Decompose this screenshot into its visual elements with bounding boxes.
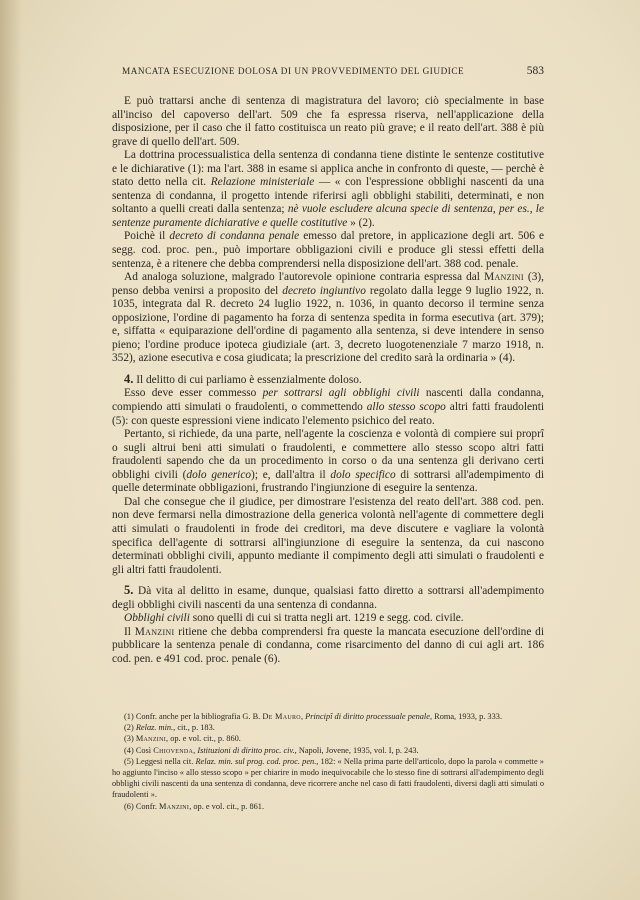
text-run: » (2). [347, 216, 375, 229]
text-run: (1) Confr. anche per la bibliografia G. B. [124, 712, 263, 721]
text-run: (2) [124, 723, 136, 733]
text-run: sono quelli di cui si tratta negli art. 1219 e segg. cod. civile. [189, 612, 464, 625]
footnote-2 [112, 722, 544, 733]
italic-run: decreto di condanna penale [169, 230, 300, 243]
footnote-4 [112, 745, 544, 756]
text-run: E può trattarsi anche di sentenza di magistratura del lavoro; ciò specialmente in base all'inciso del capoverso dell'art. 509 che fa espressa riserva, nell'applicazione della disposizione, per il caso che il fatto costituisca un reato più grave; e il reato dell'art. 388 è più grave di quello dell'art. 509. [112, 95, 544, 148]
author-name: Manzini [484, 271, 524, 284]
text-run: emesso dal pretore, in applicazione degli art. 506 e segg. cod. proc. pen., può importare obbligazioni civili e produce gli stessi effetti della sentenza, è a ritenere che debba comprendersi nella disposizione dell'art. 388 cod. penale. [112, 230, 545, 270]
text-run: (5) Leggesi nella cit. [124, 756, 196, 766]
text-run: , op. e vol. cit., p. 861. [189, 801, 265, 811]
author-name: Manzini [135, 734, 167, 744]
italic-run: dolo generico [186, 468, 252, 481]
text-run: , Napoli, Jovene, 1935, vol. I, p. 243. [294, 745, 419, 755]
footnote-1 [112, 711, 544, 722]
page-number: 583 [526, 65, 544, 77]
paragraph [112, 612, 544, 626]
section-heading-5 [112, 584, 544, 612]
footnote-5 [112, 756, 544, 801]
text-run: La dottrina processualistica della sentenza di condanna tiene distinte le sentenze costitutive e le dichiarative (1): ma l'art. 388 in esame si applica anche in confronto di queste, — perchè è stato detto nella cit. [112, 149, 544, 189]
text-run: ); e, dall'altra il [251, 468, 331, 481]
text-run: (3), penso debba venirsi a proposito del [112, 271, 544, 297]
text-run: Esso deve esser commesso [124, 387, 263, 400]
author-name: De Mauro [262, 712, 301, 721]
text-run: , Roma, 1933, p. 333. [429, 712, 503, 721]
text-run: Ad analoga soluzione, malgrado l'autorevole opinione contraria espressa dal [124, 271, 485, 284]
italic-run: decreto ingiuntivo [282, 284, 366, 297]
text-run: nascenti dalla condanna, compiendo atti simulati o fraudolenti, o commettendo [112, 387, 544, 414]
text-run: Dà vita al delitto in esame, dunque, qualsiasi fatto diretto a sottrarsi all'adempimento degli obblighi civili nascenti da una sentenza di condanna. [112, 585, 544, 611]
italic-run: Obblighi civili [124, 612, 190, 625]
text-run: altri fatti fraudolenti (5): con queste espressioni viene indicato l'elemento psichico del reato. [112, 401, 544, 427]
author-name: Manzini [134, 625, 175, 638]
italic-run: per sottrarsi agli obblighi civili [262, 387, 420, 400]
italic-run: Relaz. min. [135, 723, 174, 733]
binding-shadow [0, 0, 22, 900]
italic-run: nè vuole escludere alcuna specie di sentenza, per es., le sentenze puramente dichiarative e quelle costitutive [112, 203, 544, 229]
text-run: Pertanto, si richiede, da una parte, nell'agente la coscienza e volontà di compiere sui proprî o sugli altrui beni atti simulati o fraudolenti, e commettere allo stesso scopo altri fatti fraudolenti sapendo che da un procedimento in corso o da una sentenza gli derivano certi obblighi civili ( [112, 428, 544, 481]
footnote-6 [112, 801, 544, 812]
italic-run: Relazione ministeriale [210, 176, 315, 189]
text-run: Poichè il [124, 230, 170, 243]
italic-run: allo stesso scopo [366, 401, 446, 414]
paragraph [112, 428, 544, 496]
text-run: (6) Confr. [124, 801, 159, 811]
paragraph [112, 230, 544, 271]
footnote-3 [112, 733, 544, 744]
text-run: (4) Così [124, 745, 154, 755]
text-run: , [300, 712, 306, 721]
section-number: 4. [124, 371, 134, 386]
italic-run: Principî di diritto processuale penale [305, 712, 430, 721]
paragraph [112, 387, 544, 428]
paragraph [112, 271, 544, 366]
italic-run: Relaz. min. sul prog. cod. proc. pen. [195, 756, 317, 766]
text-run: regolato dalla legge 9 luglio 1922, n. 1035, integrata dal R. decreto 24 luglio 1922, n. 1036, in quanto decorso il termine senza opposizione, l'ordine di pagamento ha forza di sentenza spedita in forma esecutiva (art. 379); e, siffatta « equiparazione dell'ordine di pagamento alla sentenza, si deve intendere in senso pieno; l'ordine produce ipoteca giudiziale (art. 3, decreto luogotenenziale 7 marzo 1918, n. 352), azione esecutiva e cosa giudicata; la prescrizione del credito sarà la ordinaria » (4). [112, 284, 544, 365]
paragraph [112, 95, 544, 149]
text-run: Dal che consegue che il giudice, per dimostrare l'esistenza del reato dell'art. 388 cod. pen. non deve fermarsi nella dimostrazione della generica volontà nell'agente di commettere degli atti simulati o fraudolenti in frode dei creditori, ma deve discutere e vagliare la volontà specifica dell'agente di sottrarsi all'ingiunzione di eseguire la sentenza, da cui nascono determinati obblighi civili, appunto mediante il compimento degli atti simulati o fraudolenti e gli altri fatti fraudolenti. [112, 495, 544, 576]
italic-run: Istituzioni di diritto proc. civ. [197, 745, 295, 755]
main-text [112, 95, 544, 666]
section-heading-4 [112, 373, 544, 388]
text-run: Il delitto di cui parliamo è essenzialmente doloso. [133, 373, 362, 386]
italic-run: dolo specifico [330, 468, 396, 481]
text-run: di sottrarsi all'adempimento di quelle determinate obbligazioni, frustrando l'ingiunzione di eseguire la sentenza. [112, 468, 544, 495]
text-run: , 182: « Nella prima parte dell'articolo, dopo la parola « commette » ho aggiunto l'inciso « allo stesso scopo » per chiarire in modo inequivocabile che lo stesso fine di sottrarsi all'adempimento degli obblighi civili nascenti da una sentenza di condanna, deve ricorrere anche nel caso di fatti fraudolenti, diversi dagli atti simulati o fraudolenti ». [112, 756, 544, 800]
text-run: ritiene che debba comprendersi fra queste la mancata esecuzione dell'ordine di pubblicare la sentenza penale di condanna, come risarcimento del danno di cui agli art. 186 cod. pen. e 491 cod. proc. penale (6). [112, 625, 545, 665]
author-name: Manzini [159, 801, 190, 811]
running-title: MANCATA ESECUZIONE DOLOSA DI UN PROVVEDIMENTO DEL GIUDICE [122, 66, 465, 76]
text-run: (3) [124, 734, 136, 744]
footnotes [112, 711, 544, 812]
text-run: , op. e vol. cit., p. 860. [166, 734, 241, 744]
paragraph [112, 149, 544, 230]
text-run: — « con l'espressione obblighi nascenti da una sentenza di condanna, il progetto intende riferirsi agli obblighi stabiliti, determinati, e non soltanto a quelli creati dalla sentenza; [112, 176, 545, 216]
text-run: , cit., p. 183. [173, 723, 215, 733]
author-name: Chiovenda [153, 745, 194, 755]
paragraph [112, 626, 544, 667]
section-number: 5. [124, 583, 134, 598]
text-run: , [193, 745, 198, 755]
page-header [112, 66, 544, 80]
paragraph [112, 496, 544, 577]
text-run: Il [124, 625, 135, 638]
